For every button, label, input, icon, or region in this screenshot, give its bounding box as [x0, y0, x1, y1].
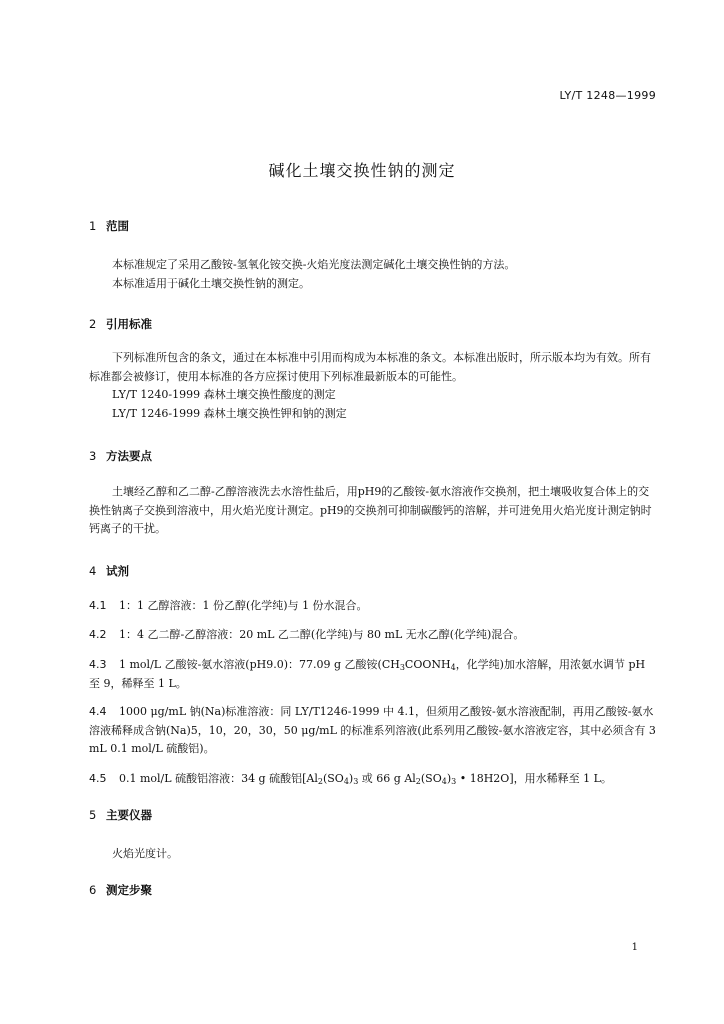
page-number: 1: [631, 942, 638, 953]
item-text: 1000 μg/mL 钠(Na)标准溶液：同 LY/T1246-1999 中 4.1，但须用乙酸铵-氨水溶液配制，再用乙酸铵-氨水溶液稀释成含钠(Na)5，10，20，30，50 μg/mL 的标准系列溶液(此系列用乙酸铵-氨水溶液定容，其中必须含有 3 mL 0.1 mol/L 硫酸铝)。: [89, 705, 656, 755]
item-text: 1：4 乙二醇-乙醇溶液：20 mL 乙二醇(化学纯)与 80 mL 无水乙醇(化学纯)混合。: [119, 628, 525, 641]
item-text: 1 mol/L 乙酸铵-氨水溶液(pH9.0)：77.09 g 乙酸铵(CH: [119, 658, 400, 671]
item-number: 4.4: [89, 705, 107, 718]
section-1-heading: [89, 217, 657, 236]
section-title: 主要仪器: [106, 808, 152, 822]
subscript: 2: [317, 777, 323, 786]
item-text: 1：1 乙醇溶液：1 份乙醇(化学纯)与 1 份水混合。: [119, 599, 368, 612]
subscript: 4: [450, 663, 456, 672]
section-2-body: [89, 349, 657, 423]
reference-item: LY/T 1240-1999 森林土壤交换性酸度的测定: [112, 388, 336, 401]
reagent-item-4-2: [89, 626, 657, 645]
item-text: ): [446, 772, 452, 785]
section-1-body: [89, 256, 657, 293]
section-number: 1: [89, 219, 97, 233]
section-4-heading: [89, 562, 657, 581]
standard-code: LY/T 1248—1999: [559, 89, 656, 102]
section-3-body: [89, 483, 657, 539]
reagent-item-4-4: [89, 703, 657, 759]
section-6: [89, 881, 657, 900]
reagent-item-4-3: [89, 656, 657, 693]
item-number: 4.5: [89, 772, 107, 785]
paragraph: 土壤经乙醇和乙二醇-乙醇溶液洗去水溶性盐后，用pH9的乙酸铵-氨水溶液作交换剂，把土壤吸收复合体上的交换性钠离子交换到溶液中，用火焰光度计测定。pH9的交换剂可抑制碳酸钙的溶解，并可进免用火焰光度计测定钠时钙离子的干扰。: [89, 485, 652, 535]
item-text: (SO: [420, 772, 442, 785]
section-number: 3: [89, 449, 97, 463]
subscript: 2: [415, 777, 421, 786]
item-text: ，化学纯)加水溶解，用浓氨水调节 pH 至 9，稀释至 1 L。: [89, 658, 646, 690]
subscript: 3: [451, 777, 457, 786]
section-4: [89, 562, 657, 581]
section-title: 范围: [106, 219, 129, 233]
reagent-item-4-5: [89, 770, 657, 789]
paragraph: 下列标准所包含的条文，通过在本标准中引用而构成为本标准的条文。本标准出版时，所示版本均为有效。所有标准都会被修订，使用本标准的各方应探讨使用下列标准最新版本的可能性。: [89, 351, 651, 383]
document-title: 碱化土壤交换性钠的测定: [268, 161, 456, 180]
item-text: ): [348, 772, 354, 785]
subscript: 3: [399, 663, 405, 672]
section-title: 试剂: [106, 564, 129, 578]
subscript: 3: [353, 777, 359, 786]
section-number: 6: [89, 883, 97, 897]
section-3: [89, 447, 657, 466]
paragraph: 本标准适用于碱化土壤交换性钠的测定。: [112, 276, 310, 290]
reagent-item-4-1: [89, 597, 657, 616]
section-5: [89, 806, 657, 825]
item-number: 4.3: [89, 658, 107, 671]
paragraph: 火焰光度计。: [112, 847, 178, 860]
item-text: (SO: [322, 772, 344, 785]
subscript: 4: [343, 777, 349, 786]
section-5-body: [89, 845, 657, 864]
section-number: 5: [89, 808, 97, 822]
section-2: [89, 315, 657, 334]
section-number: 2: [89, 317, 97, 331]
section-title: 引用标准: [106, 317, 152, 331]
item-text: COONH: [404, 658, 451, 671]
subscript: 4: [441, 777, 447, 786]
section-1: [89, 217, 657, 236]
section-title: 方法要点: [106, 449, 152, 463]
item-text: 或 66 g Al: [358, 772, 416, 785]
section-number: 4: [89, 564, 97, 578]
item-number: 4.2: [89, 628, 107, 641]
section-5-heading: [89, 806, 657, 825]
section-3-heading: [89, 447, 657, 466]
paragraph: 本标准规定了采用乙酸铵-氢氧化铵交换-火焰光度法测定碱化土壤交换性钠的方法。: [112, 258, 516, 271]
section-6-heading: [89, 881, 657, 900]
item-number: 4.1: [89, 599, 107, 612]
section-title: 测定步聚: [106, 883, 152, 897]
section-2-heading: [89, 315, 657, 334]
reference-item: LY/T 1246-1999 森林土壤交换性钾和钠的测定: [112, 406, 347, 420]
item-text: • 18H2O]，用水稀释至 1 L。: [456, 772, 612, 785]
item-text: 0.1 mol/L 硫酸铝溶液：34 g 硫酸铝[Al: [119, 772, 318, 785]
